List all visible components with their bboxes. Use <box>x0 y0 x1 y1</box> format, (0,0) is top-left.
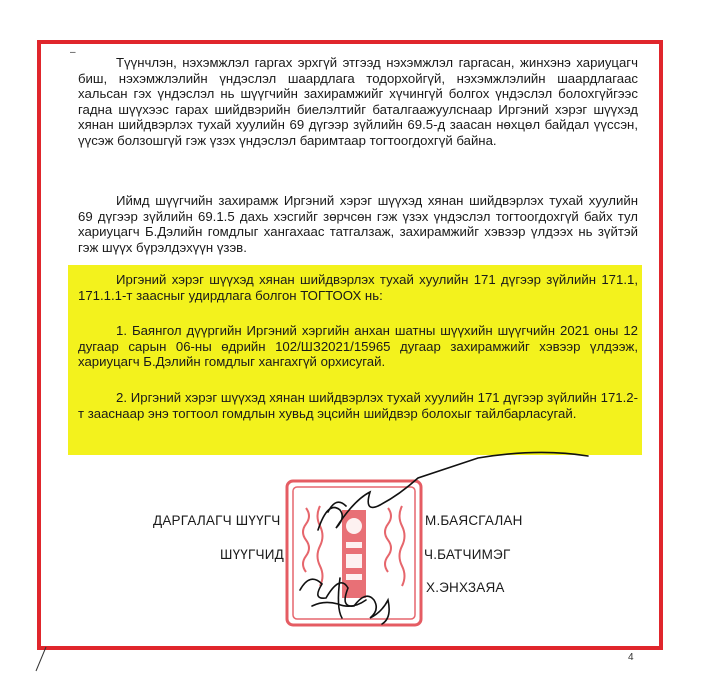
resolution-item-1 <box>78 323 638 370</box>
corner-mark <box>32 645 52 675</box>
judge-1-name: Ч.БАТЧИМЭГ <box>424 547 511 562</box>
paragraph-2-text: Иймд шүүгчийн захирамж Иргэний хэрэг шүүхэд хянан шийдвэрлэх тухай хуулийн 69 дүгээр зүйлийн 69.1.5 дахь хэсгийг зөрчсөн гэж үзэх үндэслэл тогтоогдохгүй байх тул хариуцагч Б.Дэлийн гомдлыг хангахаас татгалзаж, захирамжийг хэвээр үлдээх нь зүйтэй гэж шүүх бүрэлдэхүүн үзэв. <box>78 193 638 255</box>
judge-2-name: Х.ЭНХЗАЯА <box>426 580 505 595</box>
resolution-item-2 <box>78 390 638 421</box>
judges-label: ШҮҮГЧИД <box>220 547 284 562</box>
court-seal-stamp <box>284 478 424 628</box>
paragraph-1 <box>78 55 638 149</box>
paragraph-2 <box>78 193 638 255</box>
paragraph-1-text: Түүнчлэн, нэхэмжлэл гаргах эрхгүй этгээд нэхэмжлэл гаргасан, жинхэнэ хариуцагч биш, нэхэмжлэлийн үндэслэл шаардлага тодорхойгүй, нэхэмжлэлийн шаардлагаас хальсан гэх үндэслэл нь шүүгчийн захирамжийг хүчингүй болгох үндэслэл болохгүйгээс гадна шүүхээс гарах шийдвэрийн биелэлтийг баталгаажуулснаар Иргэний хэрэг шүүхэд хянан шийдвэрлэх тухай хуулийн 69 дүгээр зүйлийн 69.5-д заасан нөхцөл байдал үүссэн, үүсэж болзошгүй гэж үзэх үндэслэл баримтаар тогтоогдохгүй байна. <box>78 55 638 148</box>
presiding-judge-label: ДАРГАЛАГЧ ШҮҮГЧ <box>153 513 281 528</box>
resolution-intro <box>78 272 638 303</box>
presiding-judge-name: М.БАЯСГАЛАН <box>425 513 523 528</box>
resolution-item-2-text: 2. Иргэний хэрэг шүүхэд хянан шийдвэрлэх тухай хуулийн 171 дүгээр зүйлийн 171.2-т зааснаар энэ тогтоол гомдлын хувьд эцсийн шийдвэр болохыг тайлбарласугай. <box>78 390 638 421</box>
page-number: 4 <box>628 652 634 663</box>
resolution-intro-text: Иргэний хэрэг шүүхэд хянан шийдвэрлэх тухай хуулийн 171 дүгээр зүйлийн 171.1, 171.1.1-т заасныг удирдлага болгон ТОГТООХ нь: <box>78 272 638 303</box>
resolution-item-1-text: 1. Баянгол дүүргийн Иргэний хэргийн анхан шатны шүүхийн шүүгчийн 2021 оны 12 дугаар сарын 06-ны өдрийн 102/ШЗ2021/15965 дугаар захирамжийг хэвээр үлдээж, хариуцагч Б.Дэлийн гомдлыг хангахгүй орхисугай. <box>78 323 638 370</box>
top-left-mark: – <box>70 47 76 58</box>
